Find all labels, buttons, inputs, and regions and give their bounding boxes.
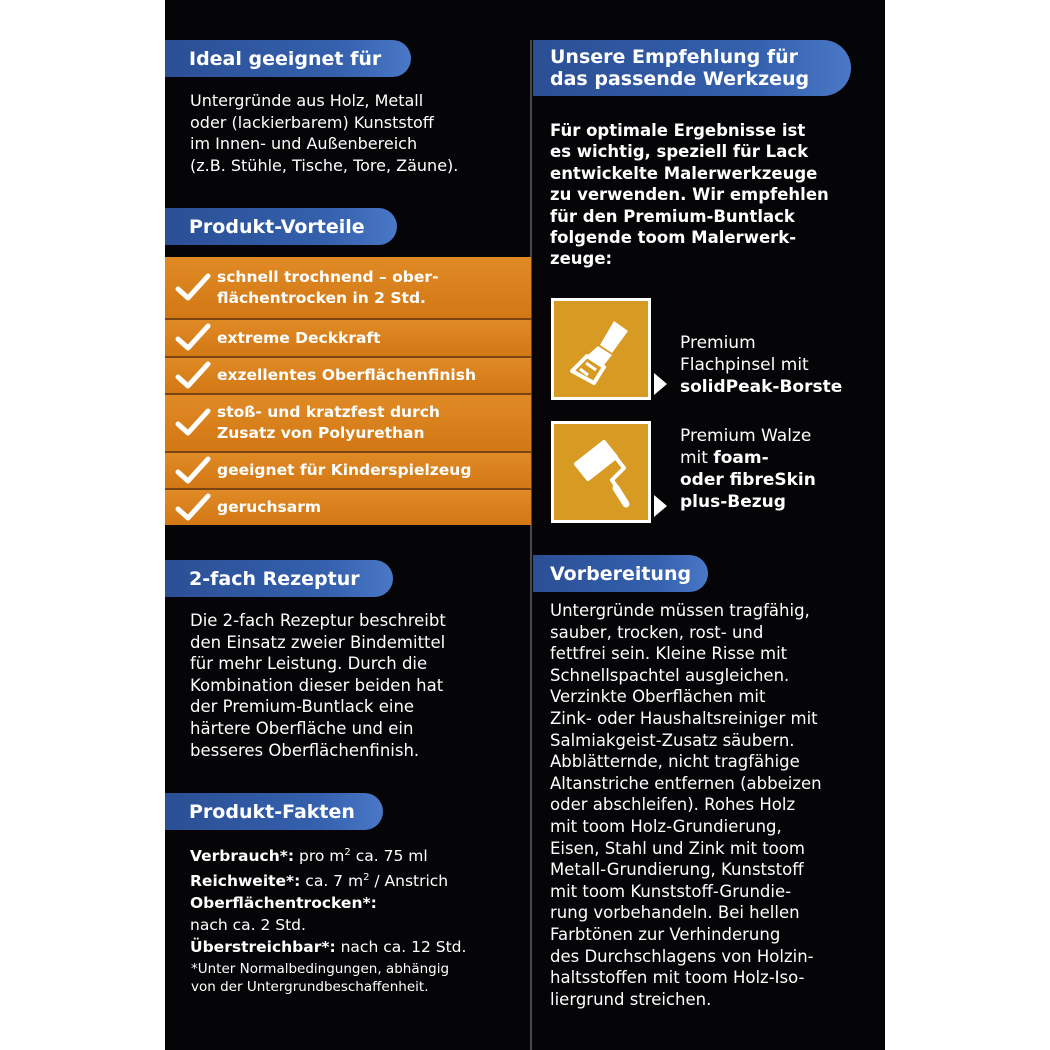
roller-line4: plus-Bezug bbox=[680, 492, 786, 512]
brush-line3: solidPeak-Borste bbox=[680, 377, 843, 397]
benefit-label: geeignet für Kinderspielzeug bbox=[217, 461, 472, 479]
empfehlung-header bbox=[533, 40, 851, 96]
benefit-item bbox=[165, 358, 531, 395]
roller-icon bbox=[554, 424, 648, 520]
fakten-header: Produkt-Fakten bbox=[165, 793, 383, 830]
fact-oberflaechentrocken bbox=[190, 892, 466, 914]
fact-oberflaechentrocken-value bbox=[190, 914, 466, 936]
empfehlung-title-line1: Unsere Empfehlung für bbox=[550, 46, 799, 68]
checkmark-icon bbox=[175, 456, 211, 486]
benefits-list bbox=[165, 257, 531, 525]
fact-superscript: 2 bbox=[363, 872, 370, 884]
fact-value: nach ca. 12 Std. bbox=[340, 938, 467, 957]
checkmark-icon bbox=[175, 361, 211, 391]
benefit-item bbox=[165, 320, 531, 358]
fact-value: nach ca. 2 Std. bbox=[190, 916, 306, 935]
tool-arrow-icon bbox=[654, 373, 667, 395]
brush-line1: Premium bbox=[680, 333, 756, 353]
brush-icon bbox=[554, 301, 648, 397]
benefit-item bbox=[165, 395, 531, 453]
benefit-label: stoß- und kratzfest durch Zusatz von Polyurethan bbox=[217, 403, 440, 442]
roller-line1: Premium Walze bbox=[680, 426, 812, 446]
checkmark-icon bbox=[175, 408, 211, 438]
fact-superscript: 2 bbox=[344, 847, 351, 858]
checkmark-icon bbox=[175, 323, 211, 353]
brush-description bbox=[680, 332, 842, 398]
fact-value: pro m bbox=[299, 847, 345, 866]
roller-description bbox=[680, 425, 816, 513]
vorbereitung-text: Untergründe müssen tragfähig, sauber, trocken, rost- und fettfrei sein. Kleine Risse mit Schnellspachtel ausgleichen. Verzinkte Oberflächen mit Zink- oder Haushaltsreiniger mit Salmiakgeist-Zusatz säubern. Abblätternde, nicht tragfähige Altanstriche entfernen (abbeizen oder abschleifen). Rohes Holz mit toom Holz-Grundierung, Eisen, Stahl und Zink mit toom Metall-Grundierung, Kunststoff mit toom Kunststoff-Grundie- rung vorbehandeln. Bei hellen Farbtönen zur Verhinderung des Durchschlagens von Holzin- haltsstoffen mit toom Holz-Iso- liergrund streichen. bbox=[550, 601, 822, 1009]
fact-label: Überstreichbar*: bbox=[190, 938, 336, 957]
column-divider bbox=[530, 40, 532, 1050]
brush-line2: Flachpinsel mit bbox=[680, 355, 809, 375]
empfehlung-text: Für optimale Ergebnisse ist es wichtig, speziell für Lack entwickelte Malerwerkzeuge zu verwenden. Wir empfehlen für den Premium-Buntlack folgende toom Malerwerk- zeuge: bbox=[550, 121, 829, 269]
brush-tile bbox=[551, 298, 651, 400]
vorteile-header: Produkt-Vorteile bbox=[165, 208, 397, 245]
tool-arrow-icon bbox=[654, 495, 667, 517]
fact-verbrauch bbox=[190, 842, 466, 867]
fact-label: Reichweite*: bbox=[190, 872, 301, 891]
benefit-item bbox=[165, 453, 531, 490]
roller-tile bbox=[551, 421, 651, 523]
fact-value-rest: ca. 75 ml bbox=[355, 847, 428, 866]
benefit-label: exzellentes Oberflächenfinish bbox=[217, 366, 477, 384]
benefit-label: extreme Deckkraft bbox=[217, 328, 381, 347]
rezeptur-header: 2-fach Rezeptur bbox=[165, 560, 393, 597]
benefit-label: geruchsarm bbox=[217, 498, 321, 516]
benefit-item bbox=[165, 490, 531, 525]
fact-label: Verbrauch*: bbox=[190, 847, 295, 866]
fact-value-rest: / Anstrich bbox=[374, 872, 449, 891]
vorbereitung-header: Vorbereitung bbox=[533, 555, 708, 592]
fact-reichweite bbox=[190, 867, 466, 892]
fact-label: Oberflächentrocken*: bbox=[190, 894, 377, 913]
fact-ueberstreichbar bbox=[190, 936, 466, 958]
product-facts bbox=[190, 842, 466, 958]
benefit-label: schnell trochnend – ober- flächentrocken in 2 Std. bbox=[217, 267, 439, 307]
ideal-header: Ideal geeignet für bbox=[165, 40, 411, 77]
benefit-item bbox=[165, 257, 531, 320]
ideal-text: Untergründe aus Holz, Metall oder (lackierbarem) Kunststoff im Innen- und Außenbereich (z.B. Stühle, Tische, Tore, Zäune). bbox=[190, 91, 459, 175]
roller-line2: mit bbox=[680, 448, 714, 468]
fact-value: ca. 7 m bbox=[305, 872, 364, 891]
empfehlung-title-line2: das passende Werkzeug bbox=[550, 68, 810, 90]
rezeptur-text: Die 2-fach Rezeptur beschreibt den Einsatz zweier Bindemittel für mehr Leistung. Durch die Kombination dieser beiden hat der Premium-Buntlack eine härtere Oberfläche und ein besseres Oberflächenfinish. bbox=[190, 611, 446, 760]
footnote: *Unter Normalbedingungen, abhängig von der Untergrundbeschaffenheit. bbox=[191, 961, 450, 995]
checkmark-icon bbox=[175, 273, 211, 303]
roller-line2-bold: foam- bbox=[713, 448, 769, 468]
roller-line3: oder fibreSkin bbox=[680, 470, 816, 490]
checkmark-icon bbox=[175, 493, 211, 523]
